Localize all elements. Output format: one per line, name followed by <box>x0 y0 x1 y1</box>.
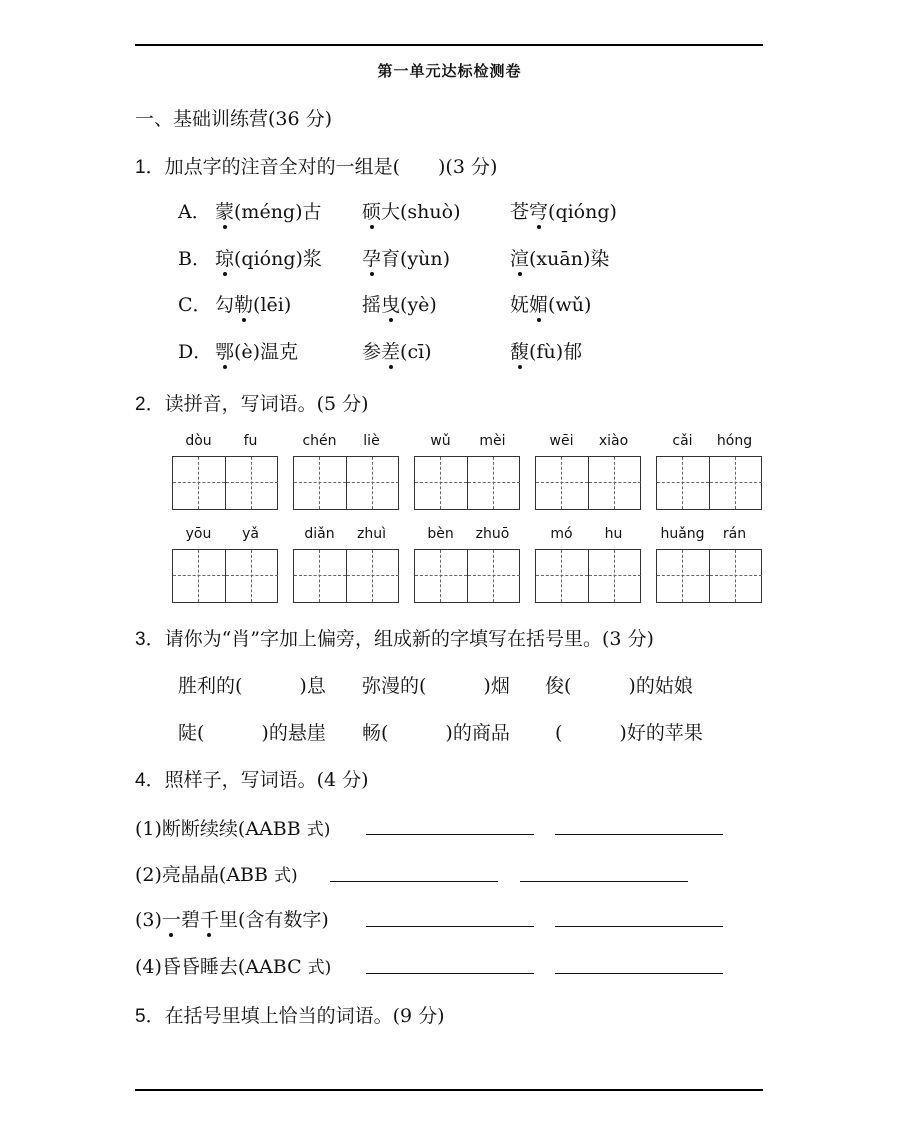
grid-guide-line <box>536 575 588 576</box>
answer-blank[interactable] <box>366 834 534 835</box>
pinyin-label: mèi <box>479 433 506 449</box>
top-rule <box>135 44 763 46</box>
writing-box-pair <box>656 456 762 510</box>
fill-item[interactable]: 陡( )的悬崖 <box>178 722 326 744</box>
grid-guide-line <box>614 457 615 509</box>
option-c-word-2: 摇曳(yè) <box>362 290 437 317</box>
question-stem: 请你为“肖”字加上偏旁，组成新的字填写在括号里。(3 分) <box>164 628 654 650</box>
pinyin-label: bèn <box>427 526 454 542</box>
option-c-word-3: 妩媚(wǔ) <box>510 290 591 317</box>
option-d-word-1: 鄂(è)温克 <box>215 337 298 364</box>
grid-guide-line <box>173 482 225 483</box>
example-word-3: (3)一碧千里(含有数字) <box>135 905 329 932</box>
writing-cell[interactable] <box>415 457 467 509</box>
question-stem: 照样子，写词语。(4 分) <box>164 769 369 791</box>
pinyin-word-group <box>293 433 399 510</box>
pinyin-label: liè <box>363 433 380 449</box>
writing-box-pair <box>293 456 399 510</box>
writing-cell[interactable] <box>588 550 641 602</box>
answer-blank[interactable] <box>366 973 534 974</box>
writing-cell[interactable] <box>346 457 399 509</box>
grid-guide-line <box>536 482 588 483</box>
writing-cell[interactable] <box>225 550 278 602</box>
pinyin-label: wǔ <box>430 433 451 449</box>
example-word-2: (2)亮晶晶(ABB 式) <box>135 864 298 886</box>
grid-guide-line <box>251 550 252 602</box>
writing-cell[interactable] <box>536 550 588 602</box>
writing-box-pair <box>414 456 520 510</box>
grid-guide-line <box>198 457 199 509</box>
pinyin-label: fu <box>243 433 258 449</box>
option-d-word-2: 参差(cī) <box>362 337 432 364</box>
fill-item[interactable]: 胜利的( )息 <box>178 675 326 697</box>
writing-box-pair <box>656 549 762 603</box>
bottom-rule <box>135 1089 763 1091</box>
option-c-label: C． <box>178 294 212 316</box>
grid-guide-line <box>735 457 736 509</box>
grid-guide-line <box>561 457 562 509</box>
writing-box-pair <box>535 549 641 603</box>
pinyin-label: cǎi <box>672 433 693 449</box>
writing-box-pair <box>172 456 278 510</box>
writing-box-pair <box>414 549 520 603</box>
writing-cell[interactable] <box>225 457 278 509</box>
option-c-word-1: 勾勒(lēi) <box>215 290 291 317</box>
pinyin-word-group <box>535 526 641 603</box>
writing-box-pair <box>172 549 278 603</box>
example-word-4: (4)昏昏睡去(AABC 式) <box>135 956 332 978</box>
fill-item[interactable]: 俊( )的姑娘 <box>545 675 693 697</box>
grid-guide-line <box>198 550 199 602</box>
writing-cell[interactable] <box>709 550 762 602</box>
writing-box-pair <box>535 456 641 510</box>
question-number: 3． <box>135 629 165 650</box>
pinyin-label: zhuō <box>475 526 510 542</box>
pinyin-word-group <box>535 433 641 510</box>
pinyin-label: huǎng <box>660 526 705 542</box>
question-stem: 在括号里填上恰当的词语。(9 分) <box>164 1005 445 1027</box>
grid-guide-line <box>682 550 683 602</box>
pinyin-label: yōu <box>185 526 212 542</box>
option-b-word-1: 琼(qióng)浆 <box>215 244 322 271</box>
grid-guide-line <box>468 482 520 483</box>
grid-guide-line <box>440 457 441 509</box>
grid-guide-line <box>682 457 683 509</box>
question-3 <box>135 624 654 651</box>
question-4 <box>135 765 369 792</box>
question-number: 5． <box>135 1006 165 1027</box>
answer-blank[interactable] <box>555 926 723 927</box>
answer-blank[interactable] <box>555 973 723 974</box>
question-number: 2． <box>135 394 165 415</box>
pinyin-word-group <box>656 526 762 603</box>
pinyin-label: xiào <box>598 433 629 449</box>
pinyin-label: mó <box>550 526 573 542</box>
grid-guide-line <box>589 482 641 483</box>
option-a-label: A． <box>178 201 211 223</box>
pinyin-word-group <box>656 433 762 510</box>
option-d-word-3: 馥(fù)郁 <box>510 337 582 364</box>
pinyin-word-group <box>172 433 278 510</box>
question-5 <box>135 1001 445 1028</box>
pinyin-label: wēi <box>549 433 574 449</box>
pinyin-word-group <box>414 526 520 603</box>
writing-cell[interactable] <box>173 457 225 509</box>
question-stem: 加点字的注音全对的一组是( )(3 分) <box>164 156 498 178</box>
writing-cell[interactable] <box>294 457 346 509</box>
writing-cell[interactable] <box>467 550 520 602</box>
question-1 <box>135 152 497 179</box>
grid-guide-line <box>415 482 467 483</box>
section-heading: 一、基础训练营(36 分) <box>135 108 333 130</box>
grid-guide-line <box>347 575 399 576</box>
pinyin-word-group <box>414 433 520 510</box>
grid-guide-line <box>440 550 441 602</box>
example-word-1: (1)断断续续(AABB 式) <box>135 818 331 840</box>
grid-guide-line <box>493 457 494 509</box>
grid-guide-line <box>561 550 562 602</box>
grid-guide-line <box>226 482 278 483</box>
grid-guide-line <box>710 575 762 576</box>
option-b-word-2: 孕育(yùn) <box>362 244 450 271</box>
fill-item[interactable]: 畅( )的商品 <box>362 722 510 744</box>
writing-cell[interactable] <box>173 550 225 602</box>
option-a-word-2: 硕大(shuò) <box>362 197 461 224</box>
writing-box-pair <box>293 549 399 603</box>
writing-cell[interactable] <box>294 550 346 602</box>
grid-guide-line <box>173 575 225 576</box>
grid-guide-line <box>614 550 615 602</box>
answer-blank[interactable] <box>520 881 688 882</box>
grid-guide-line <box>347 482 399 483</box>
question-number: 4． <box>135 770 165 791</box>
option-d-label: D． <box>178 341 213 363</box>
question-2 <box>135 389 369 416</box>
fill-item[interactable]: 弥漫的( )烟 <box>362 675 510 697</box>
grid-guide-line <box>294 575 346 576</box>
grid-guide-line <box>735 550 736 602</box>
pinyin-label: hu <box>604 526 623 542</box>
grid-guide-line <box>493 550 494 602</box>
grid-guide-line <box>372 457 373 509</box>
option-b-label: B． <box>178 248 211 270</box>
grid-guide-line <box>251 457 252 509</box>
writing-cell[interactable] <box>415 550 467 602</box>
writing-cell[interactable] <box>709 457 762 509</box>
pinyin-word-group <box>293 526 399 603</box>
writing-cell[interactable] <box>657 457 709 509</box>
option-b-word-3: 渲(xuān)染 <box>510 244 609 271</box>
question-stem: 读拼音，写词语。(5 分) <box>164 393 369 415</box>
writing-cell[interactable] <box>588 457 641 509</box>
grid-guide-line <box>319 457 320 509</box>
grid-guide-line <box>657 482 709 483</box>
grid-guide-line <box>468 575 520 576</box>
grid-guide-line <box>657 575 709 576</box>
grid-guide-line <box>589 575 641 576</box>
writing-cell[interactable] <box>657 550 709 602</box>
grid-guide-line <box>226 575 278 576</box>
answer-blank[interactable] <box>366 926 534 927</box>
option-a-word-3: 苍穹(qióng) <box>510 197 617 224</box>
fill-item[interactable]: ( )好的苹果 <box>555 722 703 744</box>
writing-cell[interactable] <box>346 550 399 602</box>
pinyin-label: yǎ <box>242 526 259 542</box>
pinyin-label: rán <box>722 526 747 542</box>
grid-guide-line <box>319 550 320 602</box>
grid-guide-line <box>710 482 762 483</box>
writing-cell[interactable] <box>467 457 520 509</box>
pinyin-label: hóng <box>716 433 753 449</box>
question-number: 1． <box>135 157 165 178</box>
grid-guide-line <box>294 482 346 483</box>
pinyin-label: diǎn <box>304 526 335 542</box>
pinyin-word-group <box>172 526 278 603</box>
grid-guide-line <box>415 575 467 576</box>
pinyin-label: chén <box>302 433 337 449</box>
pinyin-label: dòu <box>185 433 212 449</box>
option-a-word-1: 蒙(méng)古 <box>215 197 322 224</box>
page-title: 第一单元达标检测卷 <box>377 62 522 80</box>
pinyin-label: zhuì <box>357 526 386 542</box>
grid-guide-line <box>372 550 373 602</box>
answer-blank[interactable] <box>330 881 498 882</box>
writing-cell[interactable] <box>536 457 588 509</box>
answer-blank[interactable] <box>555 834 723 835</box>
